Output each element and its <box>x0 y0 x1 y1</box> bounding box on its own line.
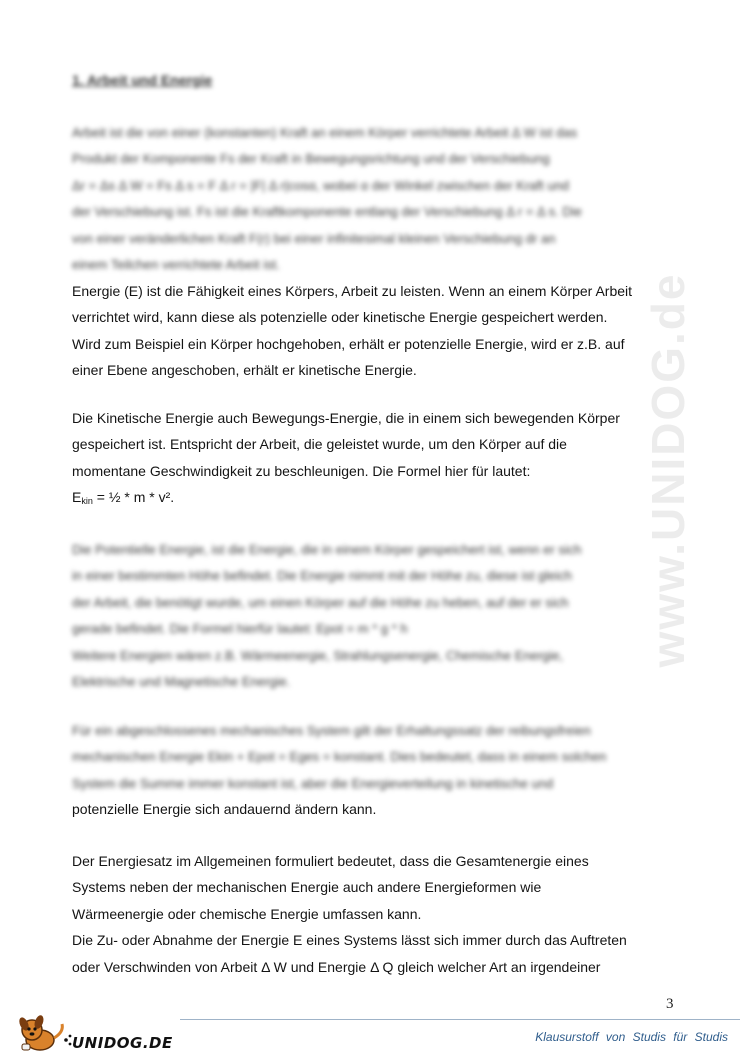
text-line: potenzielle Energie sich andauernd ändern kann. <box>72 801 377 817</box>
page-number: 3 <box>666 996 674 1012</box>
text-line: Wärmeenergie oder chemische Energie umfassen kann. <box>72 905 422 922</box>
formula-symbol: E <box>72 489 82 506</box>
text-line: in einer bestimmten Höhe befindet. Die Energie nimmt mit der Höhe zu, diese ist gleich <box>72 568 573 584</box>
text-line: Wird zum Beispiel ein Körper hochgehoben, erhält er potenzielle Energie, wird er z.B. auf <box>72 335 625 352</box>
paragraph-energy-definition <box>72 278 682 384</box>
unidog-logo <box>14 1010 173 1056</box>
text-line: Der Energiesatz im Allgemeinen formuliert bedeutet, dass die Gesamtenergie eines <box>72 853 589 869</box>
text-line: gerade befindet. Die Formel hierfür lautet: Epot = m * g * h <box>72 621 408 637</box>
text-line: mechanischen Energie Ekin + Epot = Eges = konstant. Dies bedeutet, dass in einem solchen <box>72 749 607 765</box>
text-line: Die Zu- oder Abnahme der Energie E eines Systems lässt sich immer durch das Auftreten <box>72 932 627 949</box>
footer-divider <box>180 1019 740 1020</box>
paragraph-potential-energy <box>72 537 682 695</box>
text-line: Für ein abgeschlossenes mechanisches System gilt der Erhaltungssatz der reibungsfreien <box>72 723 591 738</box>
text-line: System die Summe immer konstant ist, aber die Energieverteilung in kinetische und <box>72 775 554 791</box>
text-line: momentane Geschwindigkeit zu beschleunigen. Die Formel hier für lautet: <box>72 462 531 479</box>
section-heading: 1. Arbeit und Energie <box>72 72 213 88</box>
text-line: Δr = Δs Δ W = Fs Δ s = F Δ r = |F| Δ r|cosα, wobei α der Winkel zwischen der Kraft und <box>72 177 570 193</box>
text-line: Systems neben der mechanischen Energie auch andere Energieformen wie <box>72 879 542 896</box>
paragraph-conservation-end <box>72 796 682 822</box>
text-line: Die Kinetische Energie auch Bewegungs-Energie, die in einem sich bewegenden Körper <box>72 410 620 426</box>
kinetic-energy-formula <box>72 484 682 514</box>
text-line: Produkt der Komponente Fs der Kraft in Bewegungsrichtung und der Verschiebung <box>72 151 550 167</box>
text-line: einem Teilchen verrichtete Arbeit ist. <box>72 257 280 273</box>
text-line: von einer veränderlichen Kraft F(r) bei einer infinitesimal kleinen Verschiebung dr an <box>72 230 556 246</box>
paragraph-kinetic-energy <box>72 405 682 515</box>
paragraph-work-definition <box>72 120 682 273</box>
document-page: www.UNIDOG.de 1. Arbeit und Energie Arbeit ist die von einer (konstanten) Kraft an einem Körper verrichtete Arbeit Δ W ist das Produkt der Komponente Fs der Kraft in Bewegungsrichtung und der Verschiebung Δr = Δs Δ W = Fs Δ s = F Δ r = |F| Δ r|cosα, wobei α der Winkel zwischen der Kraft und der Verschiebung ist. Fs ist die Kraftkomponente entlang der Verschiebung Δ r = Δ s. Die von einer veränderlichen Kraft F(r) bei einer infinitesimal kleinen Verschiebung dr an einem Teilchen verrichtete Arbeit ist. Energie (E) ist die Fähigkeit eines Körpers, Arbeit zu leisten. Wenn an einem Körper Arbeit verrichtet wird, kann diese als potenzielle oder kinetische Energie gespeichert werden. Wird zum Beispiel ein Körper hochgehoben, erhält er potenzielle Energie, wird er z.B. auf einer Ebene angeschoben, erhält er kinetische Energie. Die Kinetische Energie auch Bewegungs-Energie, die in einem sich bewegenden Körper gespeichert ist. Entspricht der Arbeit, die geleistet wurde, um den Körper auf die momentane Geschwindigkeit zu beschleunigen. Die Formel hier für lautet: $E_{kin}$ = ½ * m * v². Die Potentielle Energie, ist die Energie, die in einem Körper gespeichert ist, wenn er sich in einer bestimmten Höhe befindet. Die Energie nimmt mit der Höhe zu, diese ist gleich der Arbeit, die benötigt wurde, um einen Körper auf die Höhe zu heben, auf der er sich gerade befindet. Die Formel hierfür lautet: Epot = m * g * h Weitere Energien wären z.B. Wärmeenergie, Strahlungsenergie, Chemische Energie, Elektrische und Magnetische Energie. Für ein abgeschlossenes mechanisches System gilt der Erhaltungssatz der reibungsfreien mechanischen Energie Ekin + Epot = Eges = konstant. Dies bedeutet, dass in einem solchen System die Summe immer konstant ist, aber die Energieverteilung in kinetische und potenzielle Energie sich andauernd ändern kann. Der Energiesatz im Allgemeinen formuliert bedeutet, dass die Gesamtenergie eines Systems neben der mechanischen Energie auch andere Energieformen wie Wärmeenergie oder chemische Energie umfassen kann. Die Zu- oder Abnahme der Energie E eines Systems lässt sich immer durch das Auftreten oder Verschwinden von Arbeit Δ W und Energie Δ Q gleich welcher Art an irgendeiner 3 UNIDOG.DE Klausurstoff von Studis für Studis <box>0 0 750 1060</box>
formula-subscript: kin <box>81 496 93 507</box>
text-line: der Arbeit, die benötigt wurde, um einen Körper auf die Höhe zu heben, auf der er sich <box>72 594 569 610</box>
footer-tagline: Klausurstoff von Studis für Studis <box>535 1030 728 1044</box>
paragraph-conservation <box>72 718 682 797</box>
logo-text: UNIDOG.DE <box>72 1034 173 1052</box>
text-line: der Verschiebung ist. Fs ist die Kraftkomponente entlang der Verschiebung Δ r = Δ s. Die <box>72 204 582 220</box>
dog-mascot-icon <box>14 1010 74 1056</box>
formula-rest: = ½ * m * v². <box>92 489 175 506</box>
text-line: gespeichert ist. Entspricht der Arbeit, die geleistet wurde, um den Körper auf die <box>72 436 567 453</box>
text-line: Elektrische und Magnetische Energie. <box>72 674 291 690</box>
text-line: verrichtet wird, kann diese als potenzielle oder kinetische Energie gespeichert werden. <box>72 309 608 326</box>
text-line: Arbeit ist die von einer (konstanten) Kraft an einem Körper verrichtete Arbeit Δ W ist das <box>72 125 578 140</box>
text-line: oder Verschwinden von Arbeit Δ W und Energie Δ Q gleich welcher Art an irgendeiner <box>72 958 601 975</box>
text-line: Energie (E) ist die Fähigkeit eines Körpers, Arbeit zu leisten. Wenn an einem Körper Arbeit <box>72 283 633 299</box>
text-line: einer Ebene angeschoben, erhält er kinetische Energie. <box>72 362 417 379</box>
text-line: Die Potentielle Energie, ist die Energie, die in einem Körper gespeichert ist, wenn er sich <box>72 542 582 557</box>
text-line: Weitere Energien wären z.B. Wärmeenergie, Strahlungsenergie, Chemische Energie, <box>72 647 564 663</box>
paragraph-energy-law <box>72 848 682 980</box>
